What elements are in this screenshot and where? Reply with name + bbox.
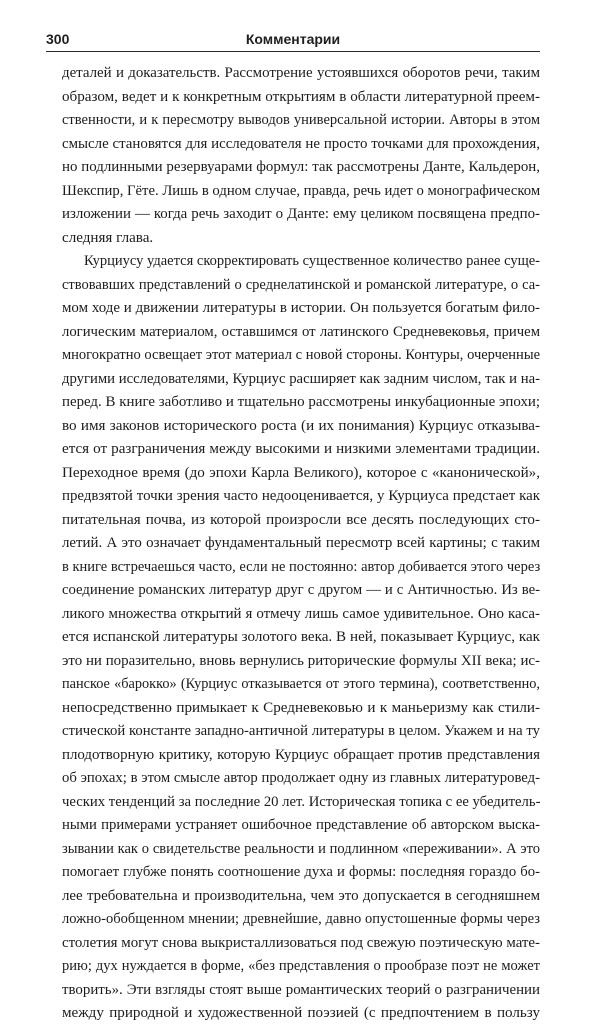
text-line: непосредственно примыкает к Средневековью и к маньеризму как стили- xyxy=(62,699,540,716)
text-line: следняя глава. xyxy=(62,229,154,246)
text-line: деталей и доказательств. Рассмотрение устоявшихся оборотов речи, таким xyxy=(62,65,540,81)
text-line: многократно освещает этот материал с новой стороны. Контуры, очерченные xyxy=(62,347,540,363)
text-line: смысле становятся для исследователя не просто точками для прохождения, xyxy=(62,135,540,152)
text-line: лее требовательна и производительна, чем это допускается в сегодняшнем xyxy=(62,887,540,904)
text-line: между природной и художественной поэзией (с предпочтением в пользу xyxy=(62,1005,540,1021)
text-line: помогает глубже понять соотношение духа и формы: последняя гораздо бо- xyxy=(62,864,540,880)
text-line: летий. А это означает фундаментальный пересмотр всей картины; с таким xyxy=(62,535,540,551)
text-line: изложении — когда речь заходит о Данте: ему целиком посвящена предпо- xyxy=(62,206,540,222)
text-line: перед. В книге заботливо и тщательно рассмотрены инкубационные эпохи; xyxy=(62,394,540,410)
text-line: мом ходе и движении литературы в истории. Он пользуется богатым фило- xyxy=(62,300,540,316)
text-line: зывании как о свидетельстве реальности и подлинном «переживании». А это xyxy=(62,840,540,857)
text-line: ложно-обобщенном мнении; древнейшие, давно опустошенные формы через xyxy=(62,911,540,927)
text-line: ется от разграничения между высокими и низкими элементами традиции. xyxy=(62,441,540,457)
text-line: об эпохах; в этом смысле автор продолжает одну из главных литературовед- xyxy=(62,770,540,786)
page-number: 300 xyxy=(46,31,70,47)
text-line: плодотворную критику, которую Курциус обращает против представления xyxy=(62,746,540,763)
text-line: это ни поразительно, вновь вернулись риторические формулы XII века; ис- xyxy=(62,652,540,669)
running-head xyxy=(46,31,540,52)
main-text xyxy=(62,62,540,1026)
text-line: Шекспир, Гёте. Лишь в одном случае, правда, речь идет о монографическом xyxy=(62,182,540,199)
text-line: питательная почва, из которой произросли все десять последующих сто- xyxy=(62,511,540,528)
text-line: панское «барокко» (Курциус отказывается от этого термина), соответственно, xyxy=(62,676,540,692)
text-line: ликого множества открытий я отмечу лишь самое удивительное. Оно каса- xyxy=(62,605,540,622)
text-line: другими исследователями, Курциус расширяет как задним числом, так и на- xyxy=(62,370,540,387)
text-line: творить». Эти взгляды стоят выше романтических теорий о разграничении xyxy=(62,981,540,998)
running-head-title: Комментарии xyxy=(245,31,341,47)
paragraph-first-line: Курциусу удается скорректировать существенное количество ранее суще- xyxy=(84,253,540,269)
text-line: ными примерами устраняет ошибочное представление об авторском выска- xyxy=(62,817,540,833)
text-line: рию; дух нуждается в форме, «без представления о прообразе поэт не может xyxy=(62,958,540,974)
text-line: предвзятой точки зрения часто недооценивается, у Курциуса предстает как xyxy=(62,488,540,504)
text-line: ческих тенденций за последние 20 лет. Историческая топика с ее убедитель- xyxy=(62,793,540,810)
text-line: в книге встречаешься часто, если не постоянно: автор добивается этого через xyxy=(62,558,540,575)
text-line: но подлинными резервуарами формул: так рассмотрены Данте, Кальдерон, xyxy=(62,159,540,175)
text-line: столетия могут снова выкристаллизоваться под свежую поэтическую мате- xyxy=(62,934,540,951)
text-line: логическим материалом, оставшимся от латинского Средневековья, причем xyxy=(62,323,540,340)
text-line: образом, ведет и к конкретным открытиям в области литературной преем- xyxy=(62,88,540,105)
text-line: соединение романских литератур друг с другом — и с Античностью. Из ве- xyxy=(62,582,540,598)
text-line: во имя законов исторического роста (и их понимания) Курциус отказыва- xyxy=(62,417,540,434)
text-line: ствовавших представлений о среднелатинской и романской литературе, о са- xyxy=(62,276,540,293)
text-line: Переходное время (до эпохи Карла Великого), которое с «канонической», xyxy=(62,464,540,481)
text-line: ственности, и к пересмотру выводов универсальной истории. Авторы в этом xyxy=(62,112,540,128)
text-line: ется испанской литературы золотого века. В ней, показывает Курциус, как xyxy=(62,629,540,645)
text-line: стической константе западно-античной литературы в целом. Укажем и на ту xyxy=(62,723,540,739)
